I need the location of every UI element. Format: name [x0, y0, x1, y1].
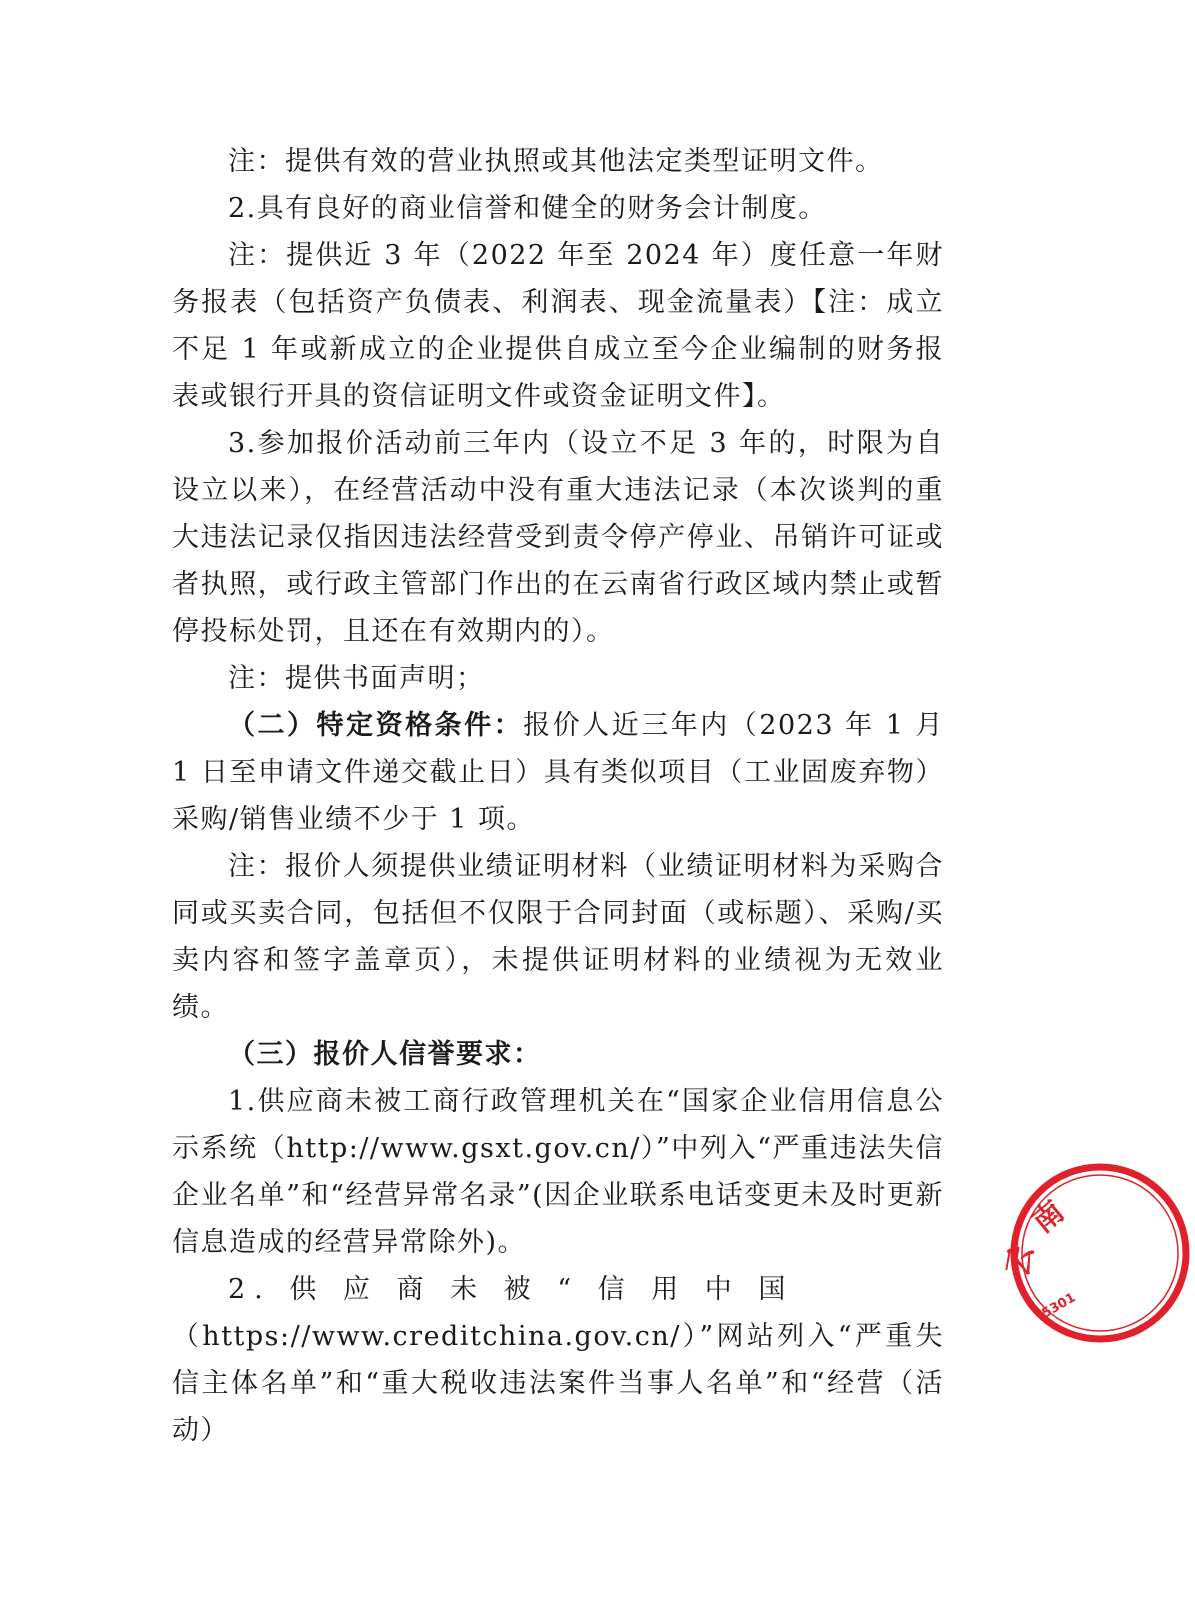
official-seal-stamp — [1000, 1158, 1195, 1348]
special-qualification-heading: （二）特定资格条件： — [228, 710, 524, 741]
body-text — [172, 138, 944, 1454]
note-performance-proof: 注：报价人须提供业绩证明材料（业绩证明材料为采购合同或买卖合同，包括但不仅限于合同封面（或标题）、采购/买卖内容和签字盖章页），未提供证明材料的业绩视为无效业绩。 — [172, 851, 944, 1023]
special-qualification — [172, 702, 944, 843]
note-business-license: 注：提供有效的营业执照或其他法定类型证明文件。 — [228, 146, 884, 177]
note-financial-statements: 注：提供近 3 年（2022 年至 2024 年）度任意一年财务报表（包括资产负债表、利润表、现金流量表）【注：成立不足 1 年或新成立的企业提供自成立至今企业编制的财务报表或银行开具的资信证明文件或资金证明文件】。 — [172, 240, 944, 412]
svg-text:云: 云 — [1000, 1243, 1041, 1280]
special-qualification-body: 报价人近三年内（2023 年 1 月 1 日至申请文件递交截止日）具有类似项目（工业固废弃物）采购/销售业绩不少于 1 项。 — [172, 710, 945, 835]
credit-item-2-first-line: 2. 供 应 商 未 被 “ 信 用 中 国 — [228, 1274, 795, 1305]
svg-text:南: 南 — [1025, 1194, 1072, 1241]
credit-item-2-continued: （https://www.creditchina.gov.cn/）”网站列入“严重失信主体名单”和“重大税收违法案件当事人名单”和“经营（活动） — [172, 1321, 944, 1446]
credit-requirements-heading: （三）报价人信誉要求： — [228, 1039, 542, 1070]
item-2-credit-accounting: 2.具有良好的商业信誉和健全的财务会计制度。 — [228, 193, 827, 224]
item-3-no-violations: 3.参加报价活动前三年内（设立不足 3 年的，时限为自设立以来），在经营活动中没有重大违法记录（本次谈判的重大违法记录仅指因违法经营受到责令停产停业、吊销许可证或者执照，或行政主管部门作出的在云南省行政区域内禁止或暂停投标处罚，且还在有效期内的）。 — [172, 428, 944, 647]
credit-item-1: 1.供应商未被工商行政管理机关在“国家企业信用信息公示系统（http://www.gsxt.gov.cn/）”中列入“严重违法失信企业名单”和“经营异常名录”(因企业联系电话变更未及时更新信息造成的经营异常除外)。 — [172, 1086, 944, 1258]
note-written-statement: 注：提供书面声明； — [228, 663, 485, 694]
svg-text:5301: 5301 — [1039, 1290, 1079, 1322]
